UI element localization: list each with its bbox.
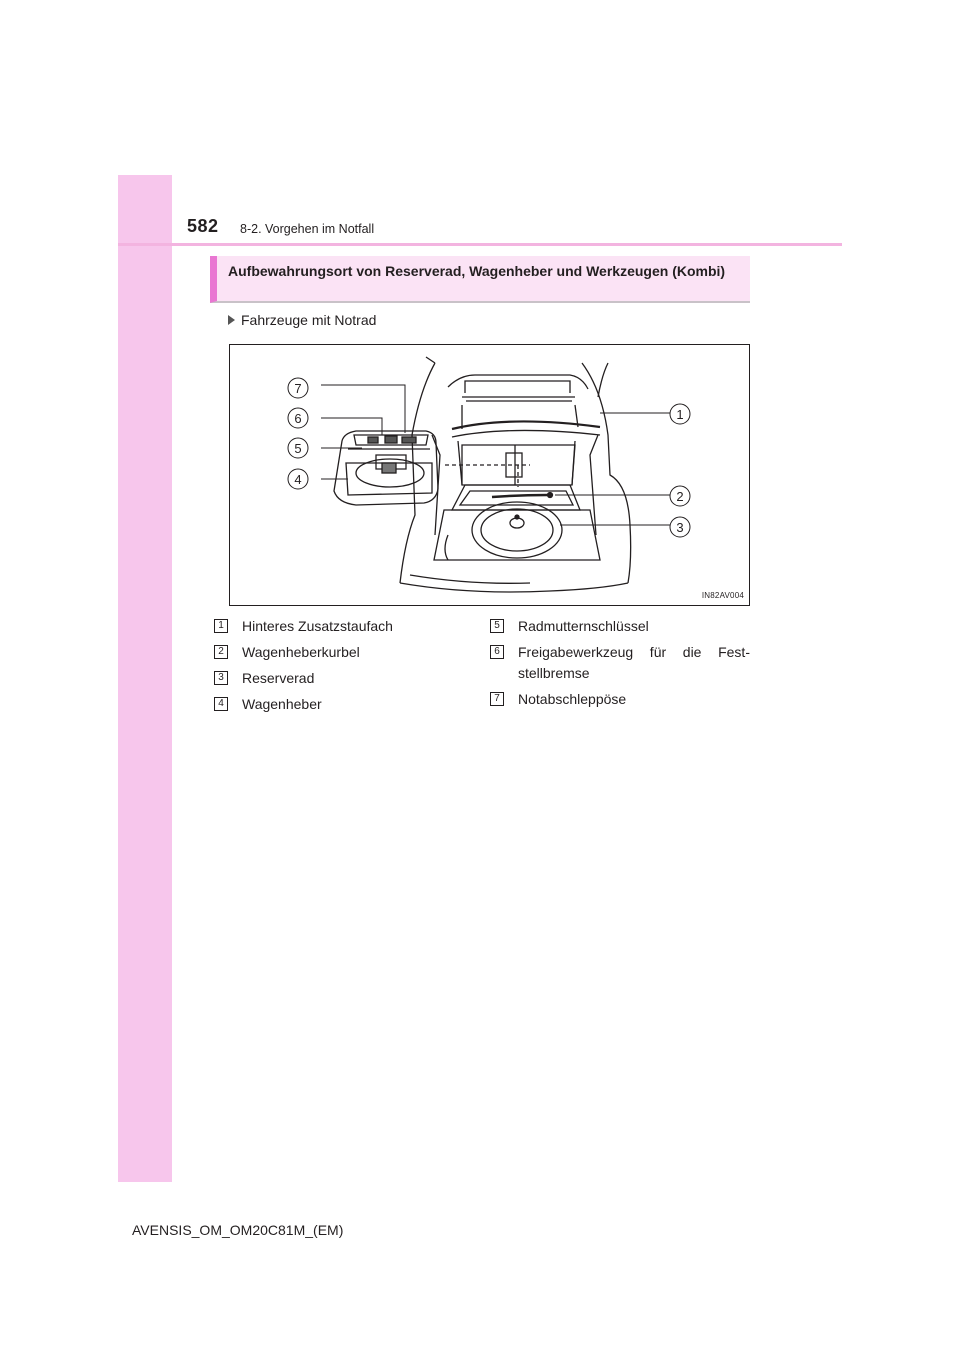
legend-number: 6: [490, 645, 504, 659]
page-number: 582: [187, 216, 219, 236]
legend-text: Freigabewerkzeug für die Fest-stellbremse: [518, 644, 750, 681]
legend-text: Reserverad: [242, 670, 315, 686]
trunk-illustration: [229, 344, 750, 606]
side-tab-band: [118, 175, 172, 1182]
legend-item: [490, 689, 750, 710]
legend-text: Radmutternschlüssel: [518, 618, 649, 634]
legend-number: 1: [214, 619, 228, 633]
legend-text: Wagenheber: [242, 696, 322, 712]
callout-3: 3: [676, 520, 684, 535]
header-rule: [118, 243, 842, 246]
callout-1: 1: [676, 407, 684, 422]
legend-item: [214, 668, 464, 689]
legend-item: [490, 616, 750, 637]
triangle-bullet-icon: [228, 315, 235, 325]
legend-number: 2: [214, 645, 228, 659]
callout-6: 6: [294, 411, 302, 426]
callout-5: 5: [294, 441, 302, 456]
callout-2: 2: [676, 489, 684, 504]
section-heading: Aufbewahrungsort von Reserverad, Wagenheber und Werkzeugen (Kombi): [210, 256, 750, 303]
legend-item: [490, 642, 750, 684]
legend-text: Notabschleppöse: [518, 691, 627, 707]
legend-item: [214, 642, 464, 663]
document-footer: AVENSIS_OM_OM20C81M_(EM): [132, 1222, 344, 1238]
legend-item: [214, 694, 464, 715]
vehicle-variant-label: [228, 312, 376, 328]
legend-item: [214, 616, 464, 637]
legend-number: 5: [490, 619, 504, 633]
callout-7: 7: [294, 381, 302, 396]
callout-4: 4: [294, 472, 302, 487]
vehicle-variant-text: Fahrzeuge mit Notrad: [241, 312, 377, 328]
legend-number: 4: [214, 697, 228, 711]
chapter-title: 8-2. Vorgehen im Notfall: [240, 222, 375, 236]
trunk-drawing: [230, 345, 751, 607]
legend-number: 3: [214, 671, 228, 685]
legend-number: 7: [490, 692, 504, 706]
figure-code: IN82AV004: [701, 591, 744, 600]
legend-text: Hinteres Zusatzstaufach: [242, 618, 393, 634]
legend-text: Wagenheberkurbel: [242, 644, 360, 660]
